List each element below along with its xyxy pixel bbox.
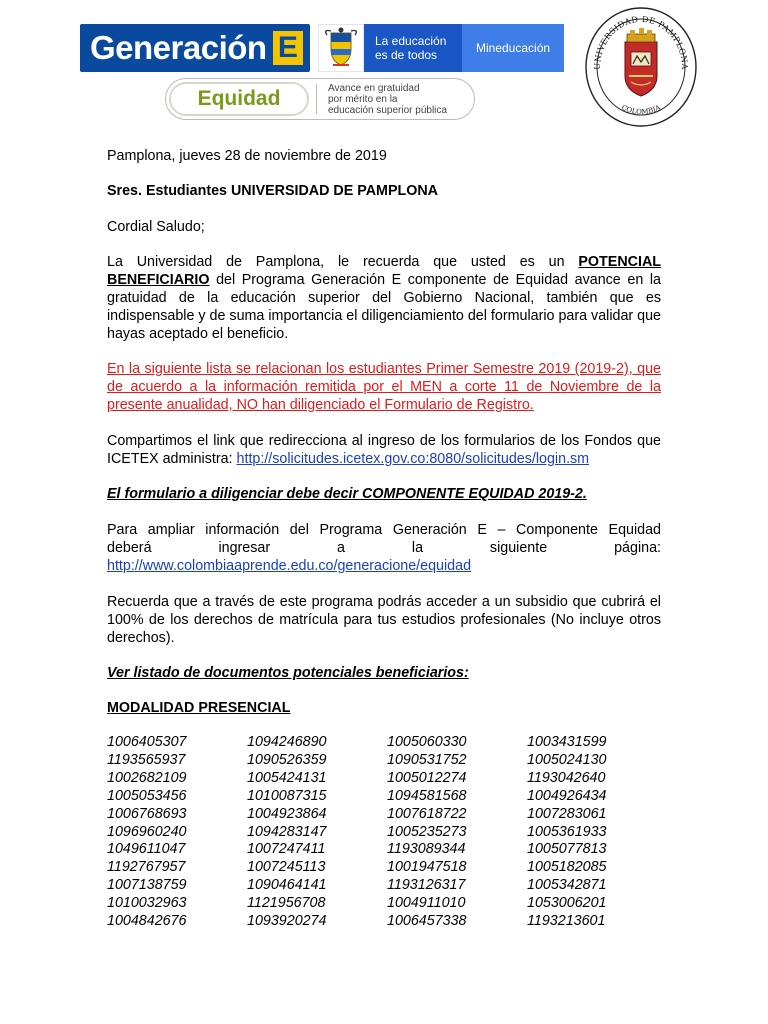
document-number: 1005361933 xyxy=(527,823,607,840)
modality-heading: MODALIDAD PRESENCIAL xyxy=(107,700,291,716)
document-number: 1093920274 xyxy=(247,913,327,930)
document-number: 1002682109 xyxy=(107,769,187,786)
table-row xyxy=(107,895,667,913)
paragraph-beneficiario xyxy=(107,253,661,343)
equidad-desc-line: educación superior pública xyxy=(328,105,447,116)
table-row xyxy=(107,734,667,752)
document-number: 1005342871 xyxy=(527,877,607,894)
document-number: 1090464141 xyxy=(247,877,327,894)
document-number: 1007245113 xyxy=(247,859,326,876)
list-heading: Ver listado de documentos potenciales beneficiarios: xyxy=(107,665,469,681)
equidad-label: Equidad xyxy=(169,82,309,116)
document-number: 1005182085 xyxy=(527,859,607,876)
document-number: 1121956708 xyxy=(247,895,326,912)
document-number: 1193565937 xyxy=(107,751,186,768)
icetex-text: Compartimos el link que redirecciona al ingreso de los formularios de los Fondos que ICETEX administra: xyxy=(107,433,661,467)
generacion-e-logo xyxy=(80,24,310,72)
document-number: 1094283147 xyxy=(247,823,327,840)
equidad-divider xyxy=(316,84,317,114)
documents-table-body xyxy=(107,734,667,931)
table-row xyxy=(107,913,667,931)
paragraph-icetex xyxy=(107,432,661,468)
document-number: 1005060330 xyxy=(387,734,467,750)
document-number: 1004911010 xyxy=(387,895,466,912)
equidad-desc-line: Avance en gratuidad xyxy=(328,83,420,94)
document-number: 1094246890 xyxy=(247,734,327,750)
mineducacion-banner: Mineducación xyxy=(462,24,564,72)
potencial-beneficiario-label: POTENCIAL BENEFICIARIO xyxy=(107,254,661,288)
table-row xyxy=(107,877,667,895)
paragraph-beneficiario-intro: La Universidad de Pamplona, le recuerda que usted es un xyxy=(107,254,579,270)
table-row xyxy=(107,752,667,770)
document-number: 1001947518 xyxy=(387,859,467,876)
document-number: 1192767957 xyxy=(107,859,186,876)
document-number: 1007247411 xyxy=(247,841,326,858)
equidad-desc-line: por mérito en la xyxy=(328,94,398,105)
document-number: 1090526359 xyxy=(247,751,327,768)
document-number: 1005424131 xyxy=(247,769,327,786)
generacion-e-letter: E xyxy=(273,31,303,65)
paragraph-beneficiario-body: del Programa Generación E componente de Equidad avance en la gratuidad de la educación superior del Gobierno Nacional, también que es indispensable y de suma importancia el diligenciamiento del formulario para validar que hayas aceptado el beneficio. xyxy=(107,272,661,342)
education-line-1: La educación xyxy=(375,34,447,48)
letter-greeting: Cordial Saludo; xyxy=(107,219,205,235)
document-number: 1005024130 xyxy=(527,751,607,768)
document-number: 1049611047 xyxy=(107,841,186,858)
document-number: 1053006201 xyxy=(527,895,607,912)
seal-bottom-text: COLOMBIA xyxy=(620,103,662,117)
document-number: 1193213601 xyxy=(527,913,606,930)
paragraph-more-info: Para ampliar información del Programa Generación E – Componente Equidad xyxy=(107,522,661,538)
table-row xyxy=(107,859,667,877)
table-row xyxy=(107,788,667,806)
document-number: 1010087315 xyxy=(247,787,327,804)
document-number: 1193042640 xyxy=(527,769,606,786)
document-number: 1090531752 xyxy=(387,751,467,768)
seal-top-text: UNIVERSIDAD DE PAMPLONA xyxy=(591,13,691,70)
paragraph-subsidio: Recuerda que a través de este programa podrás acceder a un subsidio que cubrirá el 100% de los derechos de matrícula para tus estudios profesionales (No incluye otros derechos). xyxy=(107,594,661,646)
paragraph-more-info-link xyxy=(107,557,661,575)
document-number: 1005053456 xyxy=(107,787,187,804)
education-banner xyxy=(364,24,462,72)
documents-table xyxy=(107,734,667,931)
letter-addressee: Sres. Estudiantes UNIVERSIDAD DE PAMPLONA xyxy=(107,183,439,199)
table-row xyxy=(107,770,667,788)
document-number: 1004926434 xyxy=(527,787,607,804)
document-number: 1193089344 xyxy=(387,841,466,858)
document-number: 1007138759 xyxy=(107,877,187,894)
icetex-link[interactable]: http://solicitudes.icetex.gov.co:8080/solicitudes/login.sm xyxy=(236,451,590,467)
document-number: 1193126317 xyxy=(387,877,466,894)
paragraph-more-info-line2 xyxy=(107,539,661,557)
document-number: 1005077813 xyxy=(527,841,607,858)
colombiaaprende-link[interactable]: http://www.colombiaaprende.edu.co/generacione/equidad xyxy=(107,558,472,574)
table-row xyxy=(107,806,667,824)
document-number: 1006768693 xyxy=(107,805,187,822)
university-seal-icon xyxy=(584,6,698,128)
document-number: 1006405307 xyxy=(107,734,187,750)
paragraph-pending-students: En la siguiente lista se relacionan los estudiantes Primer Semestre 2019 (2019-2), que de acuerdo a la información remitida por el MEN a corte 11 de Noviembre de la presente anualidad, NO han diligenciado el Formulario de Registro. xyxy=(107,361,661,413)
document-number: 1005012274 xyxy=(387,769,467,786)
table-row xyxy=(107,824,667,842)
document-number: 1006457338 xyxy=(387,913,467,930)
generacion-logo-text: Generación xyxy=(90,29,267,66)
document-number: 1010032963 xyxy=(107,895,187,912)
document-number: 1007618722 xyxy=(387,805,467,822)
document-number: 1004923864 xyxy=(247,805,327,822)
more-info-line2-text: deberá ingresar a la siguiente página: xyxy=(107,540,661,556)
document-number: 1005235273 xyxy=(387,823,467,840)
document-number: 1007283061 xyxy=(527,805,607,822)
document-number: 1096960240 xyxy=(107,823,187,840)
document-number: 1004842676 xyxy=(107,913,187,930)
table-row xyxy=(107,841,667,859)
education-line-2: es de todos xyxy=(375,48,438,62)
letter-date: Pamplona, jueves 28 de noviembre de 2019 xyxy=(107,148,387,164)
document-number: 1003431599 xyxy=(527,734,607,750)
colombia-shield-icon xyxy=(318,24,364,72)
formulario-instruction: El formulario a diligenciar debe decir COMPONENTE EQUIDAD 2019-2. xyxy=(107,486,587,502)
document-number: 1094581568 xyxy=(387,787,467,804)
equidad-description xyxy=(328,83,468,116)
